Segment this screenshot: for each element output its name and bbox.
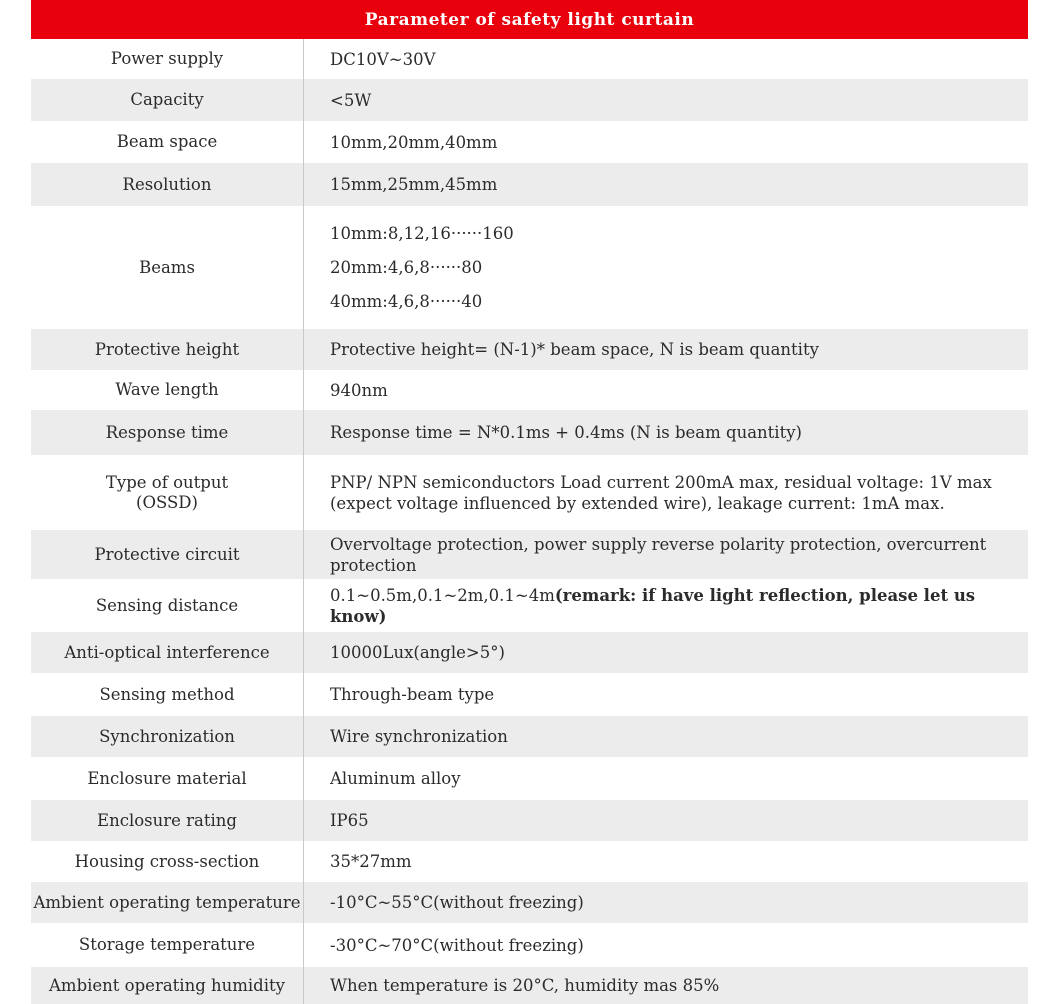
table-row [31,121,1028,163]
row-label: Sensing method [31,673,304,716]
spec-table [31,39,1028,1004]
row-value: 10mm,20mm,40mm [330,132,498,152]
row-value: Wire synchronization [330,727,508,746]
table-row [31,923,1028,967]
row-value: 940nm [330,380,388,400]
row-value: Protective height= (N-1)* beam space, N is beam quantity [330,340,819,359]
row-value: 35*27mm [330,852,412,871]
table-row [31,673,1028,716]
table-row [31,530,1028,579]
row-label: Ambient operating temperature [31,882,304,923]
row-value: 10mm:8,12,16······160 20mm:4,6,8······80 40mm:4,6,8······40 [330,223,514,311]
row-label: Beams [31,206,304,329]
row-value: Overvoltage protection, power supply reverse polarity protection, overcurrent protection [330,534,987,575]
row-label: Sensing distance [31,579,304,632]
table-row [31,410,1028,455]
table-row [31,79,1028,121]
table-row [31,800,1028,841]
table-row [31,757,1028,800]
row-value: 10000Lux(angle>5°) [330,643,505,662]
row-label: Enclosure material [31,757,304,800]
row-label: Enclosure rating [31,800,304,841]
row-label: Capacity [31,79,304,121]
remark-text: (remark: if have light reflection, please let us know) [330,585,976,626]
row-label: Protective height [31,329,304,370]
table-row [31,841,1028,882]
row-value: PNP/ NPN semiconductors Load current 200mA max, residual voltage: 1V max (expect voltage influenced by extended wire), leakage current: 1mA max. [330,472,992,513]
table-row [31,455,1028,530]
table-row [31,967,1028,1004]
row-label: Synchronization [31,716,304,757]
row-value: 15mm,25mm,45mm [330,175,498,194]
table-row [31,716,1028,757]
row-label: Storage temperature [31,923,304,967]
row-value: IP65 [330,811,369,830]
row-label: Beam space [31,121,304,163]
table-row [31,370,1028,410]
row-label: Housing cross-section [31,841,304,882]
row-label: Response time [31,410,304,455]
row-label: Anti-optical interference [31,632,304,673]
row-value: When temperature is 20°C, humidity mas 85% [330,976,720,995]
row-value: -10°C~55°C(without freezing) [330,893,584,912]
row-label: Wave length [31,370,304,410]
row-value: <5W [330,90,372,110]
table-row [31,882,1028,923]
table-row [31,329,1028,370]
table-row [31,632,1028,673]
table-row [31,206,1028,329]
row-value: Through-beam type [330,685,495,704]
table-row [31,39,1028,79]
row-value: Response time = N*0.1ms + 0.4ms (N is beam quantity) [330,423,802,442]
table-title: Parameter of safety light curtain [31,0,1028,39]
row-label: Type of output (OSSD) [31,455,304,530]
table-row [31,579,1028,632]
row-label: Power supply [31,39,304,79]
row-value: Aluminum alloy [330,769,461,788]
row-value: DC10V~30V [330,49,436,69]
row-value: 0.1~0.5m,0.1~2m,0.1~4m(remark: if have light reflection, please let us know) [330,585,976,626]
row-label: Resolution [31,163,304,206]
row-label: Ambient operating humidity [31,967,304,1004]
spec-sheet [31,0,1028,1004]
row-label: Protective circuit [31,530,304,579]
row-value: -30°C~70°C(without freezing) [330,935,584,955]
table-row [31,163,1028,206]
